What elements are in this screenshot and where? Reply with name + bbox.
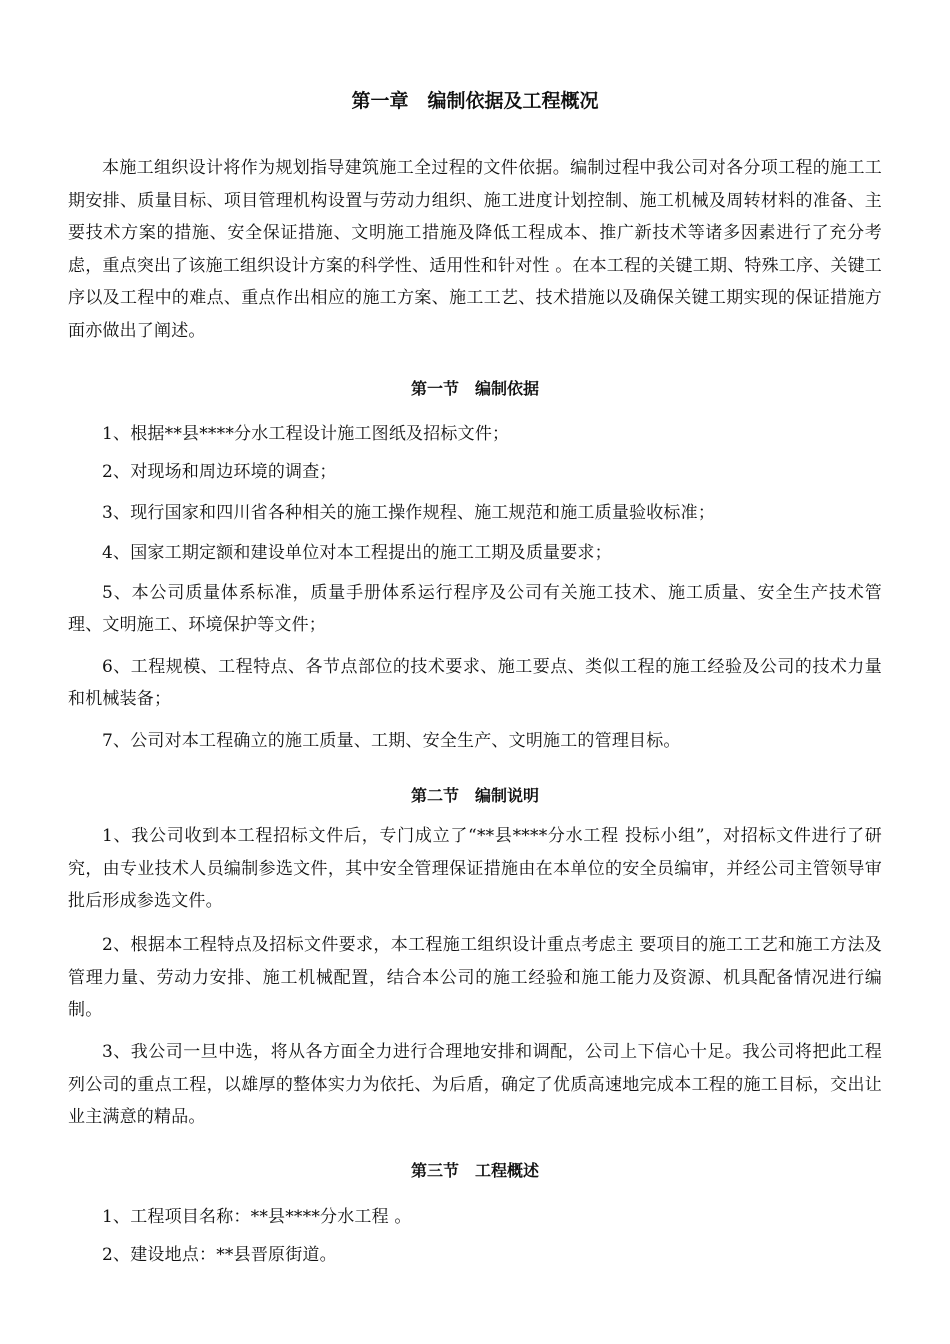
basis-item-2: 2、对现场和周边环境的调查； xyxy=(102,462,337,482)
overview-item-2: 2、建设地点：**县晋原街道。 xyxy=(102,1245,337,1265)
explanation-item-2: 2、根据本工程特点及招标文件要求，本工程施工组织设计重点考虑主 要项目的施工工艺和施工方法及管理力量、劳动力安排、施工机械配置，结合本公司的施工经验和施工能力及资源、机具配备情况进行编制。 xyxy=(68,935,882,1020)
explanation-item-1: 1、我公司收到本工程招标文件后，专门成立了“**县****分水工程 投标小组”，对招标文件进行了研究，由专业技术人员编制参选文件，其中安全管理保证措施由在本单位的安全员编审，并经公司主管领导审批后形成参选文件。 xyxy=(68,826,882,911)
basis-item-7: 7、公司对本工程确立的施工质量、工期、安全生产、文明施工的管理目标。 xyxy=(102,731,681,751)
explanation-item-3: 3、我公司一旦中选，将从各方面全力进行合理地安排和调配，公司上下信心十足。我公司将把此工程列公司的重点工程，以雄厚的整体实力为依托、为后盾，确定了优质高速地完成本工程的施工目标，交出让业主满意的精品。 xyxy=(68,1042,882,1127)
overview-item-1: 1、工程项目名称：**县****分水工程 。 xyxy=(102,1207,412,1227)
basis-item-3: 3、现行国家和四川省各种相关的施工操作规程、施工规范和施工质量验收标准； xyxy=(102,503,716,523)
basis-item-1: 1、根据**县****分水工程设计施工图纸及招标文件； xyxy=(102,424,510,444)
chapter-title: 第一章 编制依据及工程概况 xyxy=(351,90,599,112)
intro-paragraph: 本施工组织设计将作为规划指导建筑施工全过程的文件依据。编制过程中我公司对各分项工程的施工工期安排、质量目标、项目管理机构设置与劳动力组织、施工进度计划控制、施工机械及周转材料的准备、主要技术方案的措施、安全保证措施、文明施工措施及降低工程成本、推广新技术等诸多因素进行了充分考虑，重点突出了该施工组织设计方案的科学性、适用性和针对性 。在本工程的关键工期、特殊工序、关键工序以及工程中的难点、重点作出相应的施工方案、施工工艺、技术措施以及确保关键工期实现的保证措施方面亦做出了阐述。 xyxy=(68,158,883,341)
section-title-basis: 第一节 编制依据 xyxy=(410,379,539,398)
section-title-overview: 第三节 工程概述 xyxy=(410,1161,539,1180)
basis-item-4: 4、国家工期定额和建设单位对本工程提出的施工工期及质量要求； xyxy=(102,543,612,563)
basis-item-6: 6、工程规模、工程特点、各节点部位的技术要求、施工要点、类似工程的施工经验及公司的技术力量和机械装备； xyxy=(68,657,882,709)
section-title-explanation: 第二节 编制说明 xyxy=(410,786,539,805)
basis-item-5: 5、本公司质量体系标准，质量手册体系运行程序及公司有关施工技术、施工质量、安全生产技术管理、文明施工、环境保护等文件； xyxy=(68,583,882,635)
